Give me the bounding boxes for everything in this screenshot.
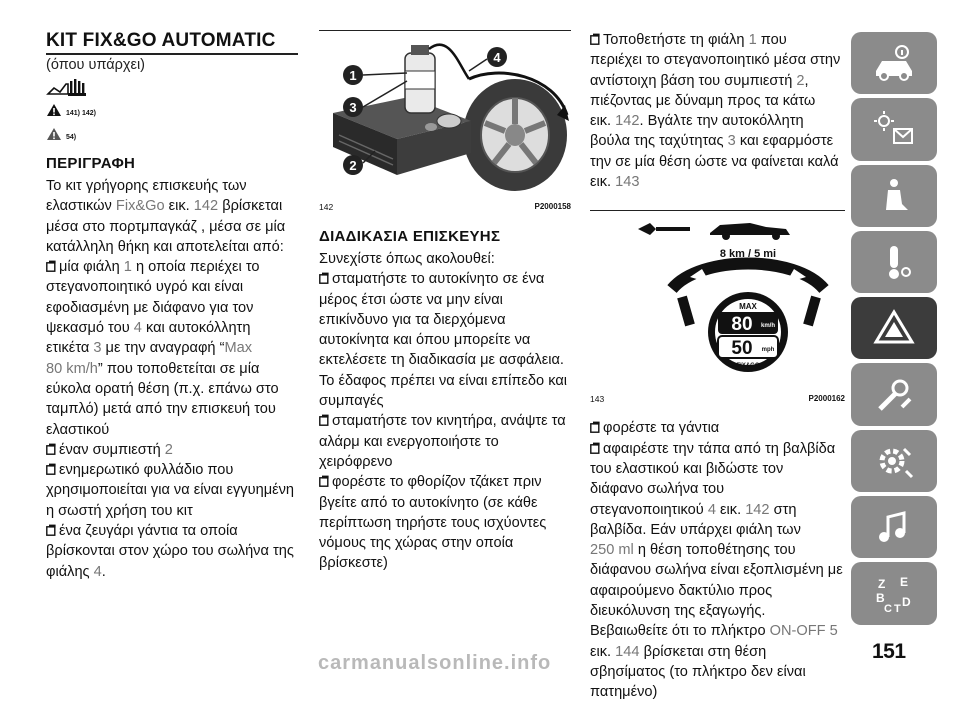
multimedia-icon [872,507,916,547]
speed-sticker-illustration [708,292,788,372]
checkbox-bullet-icon [319,475,329,487]
list-item: σταματήστε το αυτοκίνητο σε ένα [319,269,571,289]
list-item: αφαιρέστε την τάπα από τη βαλβίδα [590,439,845,459]
sticker-unit-top: km/h [760,323,776,330]
figure-code: P2000158 [534,202,571,211]
section-subtitle: (όπου υπάρχει) [46,57,145,73]
warning-danger-row [46,99,298,117]
svg-text:D: D [902,594,911,609]
svg-text:T: T [894,602,901,615]
column-repair-procedure [319,30,571,574]
warning-triangle-icon [46,103,62,117]
description-text: Το κιτ γρήγορης επισκευής των ελαστικών Fix&Go εικ. 142 βρίσκεται μέσα στο πορτμπαγκάζ , μέσα σε μία κατάλληλη θήκη και αποτελείται από: μία φιάλη 1 η οποία περιέχει το στεγανοποιητικό υγρό και είναι εφοδιασμένη με διάφανο για τον ψεκασμό του 4 και αυτοκόλλητη ετικέτα 3 με την αναγραφή “Max 80 km/h” που τοποθετείται σε μία εύκολα ορατή θέση (π.χ. επάνω στο ταμπλό) μετά από την επισκευή του ελαστικού έναν συμπιεστή 2 ενημερωτικό φυλλάδιο που χρησιμοποιείται για να είναι εγγυημένη η σωστή χρήση του κιτ ένα ζευγάρι γάντια τα οποία βρίσκονται στον χώρο του σωλήνα της φιάλης 4. [46,176,298,582]
tab-maintenance[interactable] [851,363,937,425]
caution-refs: 54) [66,134,77,141]
column-steps-continued [590,30,845,703]
callout-1: 1 [349,68,357,83]
callout-3: 3 [349,100,357,115]
checkbox-bullet-icon [46,524,56,536]
index-letters-icon [872,574,916,614]
tab-emergency[interactable] [851,297,937,359]
chapter-tabs [851,32,937,629]
sealant-bottle-illustration [405,45,469,113]
technical-data-icon [872,441,916,481]
heading-description: ΠΕΡΙΓΡΑΦΗ [46,155,136,172]
warning-caution-row [46,123,298,141]
sticker-brand: FIX&GO [736,363,760,370]
car-info-icon [872,43,916,83]
list-item: Τοποθετήστε τη φιάλη 1 που [590,30,845,50]
warning-refs: 141) 142) [66,110,96,117]
checkbox-bullet-icon [590,442,600,454]
figure-143 [590,210,845,404]
checkbox-bullet-icon [590,421,600,433]
speed-distance-label: 8 km / 5 mi [719,248,777,261]
tab-technical-data[interactable] [851,430,937,492]
sticker-50: 50 [731,338,753,360]
tab-multimedia[interactable] [851,496,937,558]
maintenance-tools-icon [872,375,916,415]
warning-reference-row [46,78,298,98]
sticker-max: MAX [739,302,757,312]
figure-caption [319,202,571,212]
svg-text:E: E [900,574,909,589]
column-description [46,30,298,582]
key-start-icon [872,242,916,282]
tab-car-info[interactable] [851,32,937,94]
list-item: μία φιάλη 1 η οποία περιέχει το [46,257,298,277]
steps-text-bottom: φορέστε τα γάντια αφαιρέστε την τάπα από τη βαλβίδα του ελαστικού και βιδώστε τον διάφανο σωλήνα του στεγανοποιητικού 4 εικ. 142 στη βαλβίδα. Εάν υπάρχει φιάλη των 250 ml η θέση τοποθέτησης του διάφανου σωλήνα είναι εξοπλισμένη με αφαιρούμενο δακτύλιο προς διευκόλυνση της εξαγωγής. Βεβαιωθείτε ότι το πλήκτρο ON-OFF 5 εικ. 144 βρίσκεται στη θέση σβησίματος (το πλήκτρο δεν είναι πατημένο) [590,418,845,702]
figure-code: P2000162 [808,394,845,404]
figure-number: 142 [319,202,334,212]
car-movement-illustration [638,223,790,240]
list-item: φορέστε το φθορίζον τζάκετ πριν [319,472,571,492]
speed-label-illustration [590,215,845,385]
tab-starting[interactable] [851,231,937,293]
figure-142 [319,30,571,212]
caution-triangle-icon [46,127,62,141]
figure-number: 143 [590,394,605,405]
sticker-unit-bottom: mph [761,347,775,354]
sticker-80: 80 [731,314,753,336]
checkbox-bullet-icon [319,414,329,426]
tab-safety[interactable] [851,165,937,227]
checkbox-bullet-icon [46,463,56,475]
heading-repair-procedure: ΔΙΑΔΙΚΑΣΙΑ ΕΠΙΣΚΕΥΗΣ [319,228,501,245]
callout-2: 2 [349,158,357,173]
emergency-warning-icon [872,308,916,348]
checkbox-bullet-icon [590,33,600,45]
checkbox-bullet-icon [319,272,329,284]
watermark: carmanualsonline.info [318,652,552,674]
list-item: ένα ζευγάρι γάντια τα οποία [46,521,298,541]
list-item: ενημερωτικό φυλλάδιο που [46,460,298,480]
dashboard-warning-icon [872,109,916,149]
seat-safety-icon [872,176,916,216]
caution-hand-icon [46,78,88,98]
steps-text-top: Τοποθετήστε τη φιάλη 1 που περιέχει το στεγανοποιητικό μέσα στην αντίστοιχη βάση του συμπιεστή 2, πιέζοντας με δύναμη προς τα κάτω εικ. 142. Βγάλτε την αυτοκόλλητη βούλα της ταχύτητας 3 και εφαρμόστε την σε μία θέση ώστε να φαίνεται καλά εικ. 143 [590,30,845,192]
section-title: KIT FIX&GO AUTOMATIC [46,30,298,55]
tyre-illustration [463,73,569,191]
tab-dashboard[interactable] [851,98,937,160]
figure-caption [590,394,845,404]
svg-text:C: C [884,602,892,615]
svg-text:B: B [876,590,885,605]
checkbox-bullet-icon [46,443,56,455]
page-number: 151 [872,640,906,663]
svg-text:Z: Z [878,576,886,591]
list-item: έναν συμπιεστή 2 [46,440,298,460]
list-item: σταματήστε τον κινητήρα, ανάψτε τα [319,411,571,431]
repair-kit-illustration [319,35,571,193]
callout-4: 4 [493,50,501,65]
repair-steps-text: Συνεχίστε όπως ακολουθεί: σταματήστε το αυτοκίνητο σε ένα μέρος έτσι ώστε να μην είναι επικίνδυνο για τα διερχόμενα αυτοκίνητα και όπου μπορείτε να εκτελέσετε τη διαδικασία με ασφάλεια. Το έδαφος πρέπει να είναι επίπεδο και συμπαγές σταματήστε τον κινητήρα, ανάψτε τα αλάρμ και ενεργοποιήστε το χειρόφρενο φορέστε το φθορίζον τζάκετ πριν βγείτε από το αυτοκίνητο (σε κάθε περίπτωση τηρήστε τους ισχύοντες νόμους της χώρας στην οποία βρίσκεστε) [319,249,571,574]
list-item: φορέστε τα γάντια [590,418,845,438]
checkbox-bullet-icon [46,260,56,272]
tab-index[interactable] [851,562,937,624]
